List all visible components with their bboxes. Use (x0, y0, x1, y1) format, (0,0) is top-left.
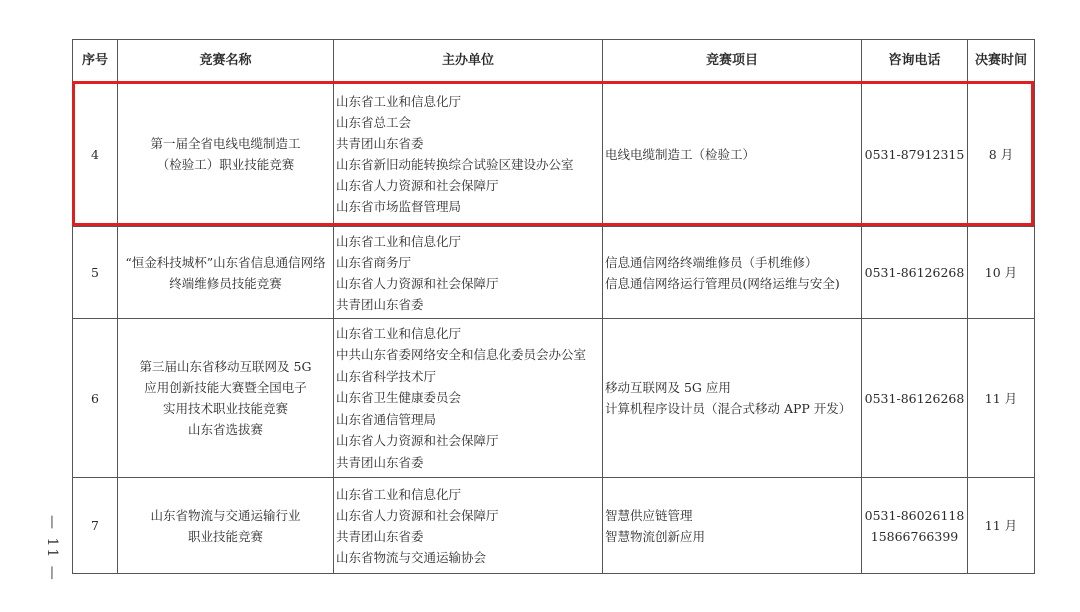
project: 电线电缆制造工（检验工） (605, 146, 756, 162)
organizer: 山东省人力资源和社会保障厅 (336, 507, 499, 523)
organizer: 山东省物流与交通运输协会 (336, 549, 487, 565)
project: 计算机程序设计员（混合式移动 APP 开发） (605, 401, 852, 416)
organizers (334, 319, 603, 478)
phone-number: 0531-86126268 (864, 390, 965, 406)
header-organizers: 主办单位 (334, 40, 603, 82)
organizers (334, 82, 603, 227)
phone-number: 0531-86126268 (864, 265, 965, 280)
name-line: 山东省物流与交通运输行业 (150, 507, 301, 523)
phone (862, 478, 968, 574)
header-competition-name: 竞赛名称 (118, 40, 334, 82)
name-line: 第三届山东省移动互联网及 5G (139, 359, 312, 374)
competition-name (118, 319, 334, 478)
organizer: 共青团山东省委 (336, 454, 424, 470)
organizer: 山东省卫生健康委员会 (336, 390, 462, 406)
name-line: 应用创新技能大赛暨全国电子 (144, 380, 307, 395)
competition-projects (603, 82, 862, 227)
name-line: 第一届全省电线电缆制造工 (150, 136, 301, 151)
organizer: 山东省人力资源和社会保障厅 (336, 178, 499, 193)
organizer: 山东省新旧动能转换综合试验区建设办公室 (336, 157, 574, 172)
name-line: 职业技能竞赛 (187, 528, 263, 544)
organizer: 山东省工业和信息化厅 (336, 94, 462, 109)
row-number: 5 (73, 227, 118, 319)
organizer: 中共山东省委网络安全和信息化委员会办公室 (336, 347, 587, 363)
final-time: 11 月 (968, 478, 1035, 574)
organizers (334, 227, 603, 319)
final-time: 11 月 (968, 319, 1035, 478)
phone (862, 319, 968, 478)
competition-table (72, 39, 1035, 574)
name-line: 实用技术职业技能竞赛 (162, 401, 288, 416)
organizer: 山东省总工会 (336, 115, 412, 130)
name-line: 山东省选拔赛 (187, 422, 263, 437)
name-line: “恒金科技城杯”山东省信息通信网络 (125, 254, 326, 270)
organizer: 共青团山东省委 (336, 528, 424, 544)
organizer: 山东省商务厅 (336, 254, 412, 270)
competition-name (118, 478, 334, 574)
table-row (73, 82, 1035, 227)
phone-number: 0531-86026118 (864, 507, 965, 523)
table-row (73, 478, 1035, 574)
page-number: — 11 — (44, 515, 60, 582)
phone (862, 82, 968, 227)
project: 移动互联网及 5G 应用 (605, 380, 731, 395)
phone (862, 227, 968, 319)
table-row (73, 227, 1035, 319)
organizer: 山东省工业和信息化厅 (336, 325, 462, 341)
organizer: 山东省人力资源和社会保障厅 (336, 433, 499, 449)
organizer: 山东省市场监督管理局 (336, 199, 462, 214)
project: 智慧供应链管理 (605, 507, 693, 523)
organizer: 山东省工业和信息化厅 (336, 233, 462, 249)
row-number: 6 (73, 319, 118, 478)
project: 信息通信网络终端维修员（手机维修） (605, 254, 818, 270)
organizer: 山东省人力资源和社会保障厅 (336, 275, 499, 291)
organizers (334, 478, 603, 574)
phone-number: 15866766399 (870, 528, 959, 544)
project: 信息通信网络运行管理员(网络运维与安全) (605, 275, 840, 291)
competition-projects (603, 319, 862, 478)
organizer: 共青团山东省委 (336, 136, 424, 151)
organizer: 共青团山东省委 (336, 296, 424, 312)
row-number: 7 (73, 478, 118, 574)
organizer: 山东省科学技术厅 (336, 368, 437, 384)
header-number: 序号 (73, 40, 118, 82)
header-competition-project: 竞赛项目 (603, 40, 862, 82)
competition-projects (603, 478, 862, 574)
name-line: （检验工）职业技能竞赛 (156, 157, 295, 172)
organizer: 山东省工业和信息化厅 (336, 486, 462, 502)
table-header-row (73, 40, 1035, 82)
competition-projects (603, 227, 862, 319)
competition-name (118, 227, 334, 319)
name-line: 终端维修员技能竞赛 (169, 275, 282, 291)
row-number: 4 (73, 82, 118, 227)
header-phone: 咨询电话 (862, 40, 968, 82)
final-time: 8 月 (968, 82, 1035, 227)
header-final-time: 决赛时间 (968, 40, 1035, 82)
competition-name (118, 82, 334, 227)
final-time: 10 月 (968, 227, 1035, 319)
organizer: 山东省通信管理局 (336, 411, 437, 427)
table-row (73, 319, 1035, 478)
phone-number: 0531-87912315 (864, 146, 965, 162)
project: 智慧物流创新应用 (605, 528, 706, 544)
